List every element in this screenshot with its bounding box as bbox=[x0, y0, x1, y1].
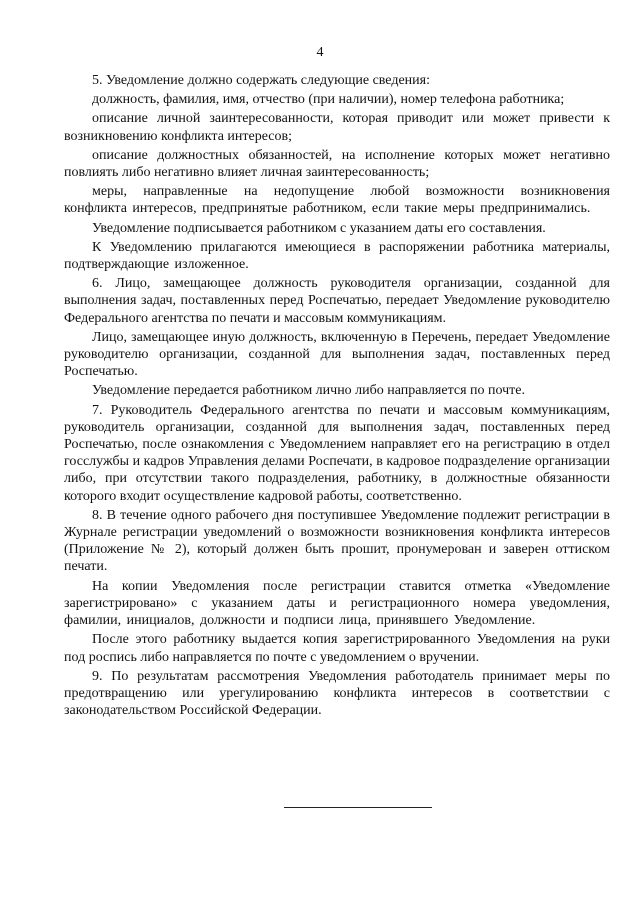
paragraph-6-other: Лицо, замещающее иную должность, включенную в Перечень, передает Уведомление руководителю организации, созданной для выполнения задач, поставленных перед Роспечатью. bbox=[64, 329, 610, 380]
paragraph-6-delivery: Уведомление передается работником лично либо направляется по почте. bbox=[92, 383, 526, 399]
paragraph-5-item-position: должность, фамилия, имя, отчество (при наличии), номер телефона работника; bbox=[92, 92, 565, 108]
paragraph-8-copy: На копии Уведомления после регистрации ставится отметка «Уведомление зарегистрировано» с указанием даты и регистрационного номера уведомления, фамилии, инициалов, должности и подписи лица, принявшего Уведомление. bbox=[64, 578, 610, 629]
paragraph-signature: Уведомление подписывается работником с указанием даты его составления. bbox=[92, 220, 546, 236]
page-number: 4 bbox=[316, 45, 324, 60]
paragraph-8: 8. В течение одного рабочего дня поступившее Уведомление подлежит регистрации в Журнале регистрации уведомлений о возможности возникновения конфликта интересов (Приложение № 2), который должен быть прошит, пронумерован и заверен оттиском печати. bbox=[64, 507, 610, 575]
paragraph-5-intro: 5. Уведомление должно содержать следующие сведения: bbox=[92, 73, 430, 88]
document-body bbox=[64, 72, 610, 721]
paragraph-attachments: К Уведомлению прилагаются имеющиеся в распоряжении работника материалы, подтверждающие изложенное. bbox=[64, 239, 610, 273]
paragraph-9: 9. По результатам рассмотрения Уведомления работодатель принимает меры по предотвращению или урегулированию конфликта интересов в соответствии с законодательством Российской Федерации. bbox=[64, 668, 610, 719]
paragraph-5-item-interest: описание личной заинтересованности, которая приводит или может привести к возникновению конфликта интересов; bbox=[64, 111, 610, 144]
paragraph-5-item-measures: меры, направленные на недопущение любой возможности возникновения конфликта интересов, предпринятые работником, если такие меры предпринимались. bbox=[64, 184, 610, 217]
paragraph-6: 6. Лицо, замещающее должность руководителя организации, созданной для выполнения задач, поставленных перед Роспечатью, передает Уведомление руководителю Федерального агентства по печати и массовым коммуникациям. bbox=[64, 276, 610, 326]
end-rule bbox=[284, 807, 432, 808]
paragraph-8-issue: После этого работнику выдается копия зарегистрированного Уведомления на руки под роспись либо направляется по почте с уведомлением о вручении. bbox=[64, 632, 610, 665]
paragraph-5-item-duties: описание должностных обязанностей, на исполнение которых может негативно повлиять либо негативно влияет личная заинтересованность; bbox=[64, 147, 610, 181]
paragraph-7: 7. Руководитель Федерального агентства по печати и массовым коммуникациям, руководитель организации, созданной для выполнения задач, поставленных перед Роспечатью, после ознакомления с Уведомлением направляет его на регистрацию в отдел госслужбы и кадров Управления делами Роспечати, в кадровое подразделение организации либо, при отсутствии такого подразделения, работнику, в должностные обязанности которого входит осуществление кадровой работы, соответственно. bbox=[64, 402, 610, 504]
